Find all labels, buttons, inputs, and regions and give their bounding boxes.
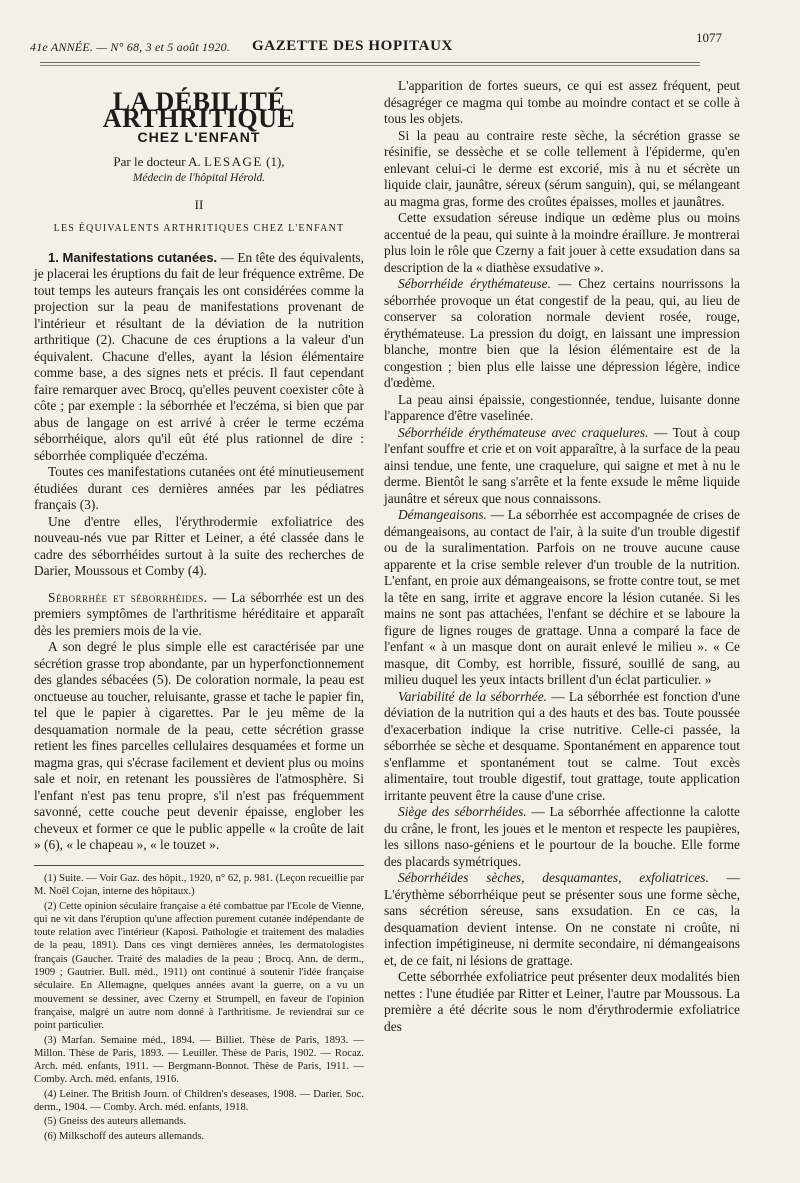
paragraph-text: — La séborrhée est fonction d'une déviation de la nutrition qui a des hauts et des bas. Toute poussée d'exacerbation indique la crise nutritive. Celle-ci passée, la séborrhée se sèche et desquame. Spontanément en apparence tout s'enflamme et spontanément tout se calme. Tout excès alimentaire, tout trouble digestif, tout grattage, toute application irritante peuvent être la cause d'une crise. — [384, 688, 740, 803]
article-subtitle: CHEZ L'ENFANT — [137, 129, 261, 145]
paragraph-text: — La séborrhée est un des premiers symptômes de l'arthritisme héréditaire et apparaît dès les premiers mois de la vie. — [34, 589, 364, 638]
paragraph — [384, 507, 740, 689]
footnote: (3) Marfan. Semaine méd., 1894. — Billiet. Thèse de Paris, 1893. — Millon. Thèse de Paris, 1893. — Leuiller. Thèse de Paris, 1902. — Rocaz. Arch. méd. enfants, 1911. — Bergmann-Bonnot. Thèse de Paris, 1911. — Comby. Arch. méd. enfants, 1916. — [34, 1034, 364, 1086]
paragraph-text: — La séborrhée affectionne la calotte du crâne, le front, les joues et le menton et respecte les paupières, les sillons naso-géniens et le pourtour de la bouche. Elle forme des placards symétriques. — [384, 804, 740, 869]
footnote: (2) Cette opinion séculaire française a été combattue par l'Ecole de Vienne, qui ne vit dans l'éruption qu'une affection purement cutanée indépendante de toute relation avec l'intérieur (Kaposi. Pathologie et traitement des maladies de la peau, 1891). Dans ces vingt dernières années, les dermatologistes français (Gaucher. Traité des maladies de la peau ; Brocq. Ann. de derm., 1909 ; Gautrier. Bull. méd., 1911) ont continué à soutenir l'idée française séculaire. En Allemagne, quelques années avant la guerre, on a vu un mouvement se dessiner, avec Czerny et Strumpell, en faveur de l'opinion française, malgré un autre nom donné à l'arthritisme. Je reviendrai sur ce point particulier. — [34, 900, 364, 1032]
footnote: (6) Milkschoff des auteurs allemands. — [44, 1130, 205, 1142]
paragraph: A son degré le plus simple elle est caractérisée par une sécrétion grasse trop abondante, par un hyperfonctionnement des glandes sébacées (5). De coloration normale, la peau est onctueuse au toucher, reluisante, grasse et tache le papier fin, tel que le papier à cigarettes. Par le jeu même de la desquamation normale de la peau, cette sécrétion grasse retient les fines parcelles cellulaires desquamées et forme un magma gras, qui s'écrase facilement et devient plus ou moins sale et noir, en retenant les poussières de l'atmosphère. Si l'enfant n'est pas tenu propre, s'il n'est pas fréquemment savonné, cette couche peut devenir épaisse, englober les cheveux et former ce que le public appelle « la croûte de lait » (6), « le chapeau », « le touzet ». — [34, 639, 364, 852]
paragraph: La peau ainsi épaissie, congestionnée, tendue, luisante donne l'apparence d'être vaselinée. — [384, 391, 740, 423]
paragraph-text: — Chez certains nourrissons la séborrhée provoque un état congestif de la peau, qui, au lieu de conserver sa coloration normale devient rosée, rouge, érythémateuse. La pression du doigt, en laissant une impression blanche, montre bien que la lésion élémentaire est de la congestion ; bien plus elle laisse une dépression légère, indice d'œdème. — [384, 276, 740, 390]
paragraph-text: — La séborrhée est accompagnée de crises de démangeaisons, au contact de l'air, à la suite d'un trouble digestif ou de la suralimentation. Parfois on ne trouve aucune cause apparente et la crise semble relever d'un trouble de la nutrition. L'enfant, en proie aux démangeaisons, se frotte contre tout, se met la tête en sang, irrite et aggrave encore la lésion cutanée. Si les mains ne sont pas attachées, l'enfant se déchire et se laboure la figure de lignes rouges de grattage. Unna a comparé la face de l'enfant « à un masque dont on aurait enlevé le milieu ». « Ce masque, dit Comby, est horrible, fissuré, souillé de sang, au milieu duquel les yeux intacts brillent d'un éclat particulier. » — [384, 507, 740, 687]
paragraph — [384, 689, 740, 805]
paragraph: Cette exsudation séreuse indique un œdème plus ou moins accentué de la peau, qui suinte à la moindre éraillure. Je montrerai plus loin le rôle que Czerny a fait jouer à cette exsudation dans sa description de la « diathèse exsudative ». — [384, 210, 740, 275]
page-number: 1077 — [696, 30, 722, 45]
paragraph-text: — En tête des équivalents, je placerai les éruptions du fait de leur fréquence extrême. De tout temps les auteurs français les ont considérées comme la projection sur la peau de manifestations provenant de l'intérieur et résultant de la déviation de la nutrition arthritique (2). Chacune de ces éruptions a la valeur d'un équivalent. Chacune d'elles, ayant la lésion élémentaire comme base, a des signes nets et précis. Il faut cependant faire remarquer avec Brocq, qu'elles peuvent coexister côte à côte ; par exemple : la séborrhée et l'eczéma, si bien que par abus de langage on est arrivé à créer le terme eczéma séborrhéique, alors qu'il eût été plus rationnel de dire : séborrhée compliquée d'eczéma. — [34, 249, 364, 463]
paragraph: Une d'entre elles, l'érythrodermie exfoliatrice des nouveau-nés vue par Ritter et Leiner, a été classée dans le cadre des séborrhéides surtout à la suite des recherches de Darier, Moussous et Comby (4). — [34, 513, 364, 578]
paragraph-lead: Variabilité de la séborrhée. — [398, 688, 547, 704]
footnotes — [34, 872, 364, 1144]
paragraph-lead: Séborrhéides sèches, desquamantes, exfoliatrices. — [398, 870, 709, 885]
right-column — [384, 78, 740, 1035]
paragraph — [384, 870, 740, 969]
paragraph-lead: Démangeaisons. — [398, 507, 487, 522]
paragraph: Toutes ces manifestations cutanées ont été minutieusement étudiées durant ces dernières années par les pédiatres français (3). — [34, 464, 364, 512]
paragraph — [384, 425, 740, 508]
paragraph-lead: Séborrhéide érythémateuse avec craquelures. — [398, 424, 649, 440]
paragraph — [384, 804, 740, 870]
left-column — [34, 86, 364, 854]
paragraph-lead: Séborrhéide érythémateuse. — [398, 276, 551, 291]
article-title: LA DÉBILITÉ ARTHRITIQUE — [102, 87, 296, 133]
page-header — [30, 30, 730, 60]
paragraph-lead: Siège des séborrhéides. — [398, 804, 527, 819]
paragraph — [34, 250, 364, 465]
paragraph: L'apparition de fortes sueurs, ce qui est assez fréquent, peut désagréger ce magma qui tombe au moindre contact et se colle à tous les objets. — [384, 78, 740, 126]
footnote: (5) Gneiss des auteurs allemands. — [44, 1116, 187, 1128]
author-affiliation: Médecin de l'hôpital Hérold. — [132, 172, 266, 184]
author-note: (1), — [266, 153, 285, 169]
paragraph-lead: 1. Manifestations cutanées. — [48, 249, 218, 265]
journal-name: GAZETTE DES HOPITAUX — [252, 38, 453, 54]
header-rule — [40, 62, 700, 63]
paragraph: Si la peau au contraire reste sèche, la sécrétion grasse se résinifie, se dessèche et se colle tellement à l'épiderme, qu'en enlevant celui-ci le derme est excorié, mis à nu et sécrète un liquide clair, jaunâtre, séreux (sérum sanguin), qui, se mélangeant au magma gras, forme des croûtes épaisses, molles et jaunâtres. — [384, 127, 740, 209]
author-name: LESAGE — [204, 153, 263, 169]
article-byline — [34, 154, 364, 171]
paragraph-lead: Séborrhée et séborrhéides. — [48, 589, 208, 605]
paragraph: Cette séborrhée exfoliatrice peut présenter deux modalités bien nettes : l'une étudiée par Ritter et Leiner, l'autre par Moussous. La première a été décrite sous le nom d'érythrodermie exfoliatrice des — [384, 969, 740, 1034]
footnote: (4) Leiner. The British Journ. of Children's deseases, 1908. — Darier. Soc. derm., 1904. — Comby. Arch. méd. enfants, 1918. — [34, 1088, 364, 1114]
paragraph-text: — Tout à coup l'enfant souffre et crie et on voit apparaître, à la surface de la peau ainsi tendue, une fente, une craquelure, qui saigne et met à nu le derme. Bientôt le sang s'arrête et la fente exsude le même liquide jaunâtre et séreux que nous connaissons. — [384, 424, 740, 506]
footnote: (1) Suite. — Voir Gaz. des hôpit., 1920, n° 62, p. 981. (Leçon recueillie par M. Noël Cojan, interne des hôpitaux.) — [34, 873, 364, 898]
paragraph-text: — L'érythème séborrhéique peut se présenter sous une forme sèche, sans sécrétion séreuse, sans exsudation. En ce cas, la desquamation devient intense. On ne constate ni croûte, ni infection impétigineuse, ni dermite secondaire, ni démangeaisons et, de ce fait, ni lésions de grattage. — [384, 870, 740, 968]
author-prefix: Par le docteur A. — [113, 153, 201, 169]
footnote-separator — [34, 865, 364, 866]
paragraph — [34, 590, 364, 640]
part-number: II — [194, 196, 204, 212]
header-rule-secondary — [40, 65, 700, 66]
issue-info: 41e ANNÉE. — N° 68, 3 et 5 août 1920. — [30, 40, 230, 54]
paragraph — [384, 276, 740, 392]
section-title: LES ÉQUIVALENTS ARTHRITIQUES CHEZ L'ENFANT — [53, 223, 345, 234]
